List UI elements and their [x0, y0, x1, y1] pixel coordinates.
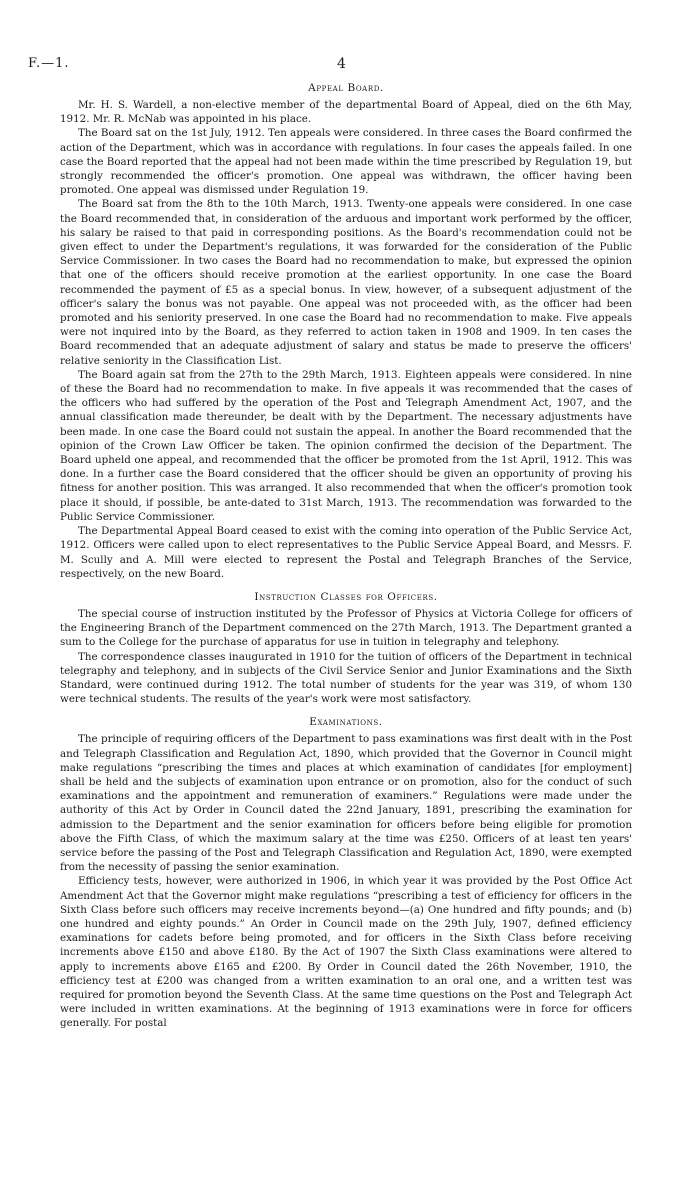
section-heading: Instruction Classes for Officers. [254, 590, 438, 603]
section-heading: Appeal Board. [308, 82, 384, 94]
section-appeal-board [60, 82, 632, 581]
paragraph: The Departmental Appeal Board ceased to exist with the coming into operation of the Public Service Act, 1912. Officers were called upon to elect representatives to the Public Service Appeal Board, and Messrs. F. M. Scully and A. Mill were elected to represent the Postal and Telegraph Branches of the Service, respectively, on the new Board. [60, 525, 632, 580]
paragraph: The special course of instruction instituted by the Professor of Physics at Victoria College for officers of the Engineering Branch of the Department commenced on the 27th March, 1913. The Department granted a sum to the College for the purchase of apparatus for use in tuition in telegraphy and telephony. [60, 607, 632, 649]
document-reference: F.—1. [28, 56, 70, 71]
section-examinations [60, 716, 632, 1030]
paragraph: Efficiency tests, however, were authorized in 1906, in which year it was provided by the Post Office Act Amendment Act that the Governor might make regulations “prescribing a test of efficiency for officers in the Sixth Class before such officers may receive increments beyond—(a) One hundred and fifty pounds; and (b) one hundred and eighty pounds.” An Order in Council made on the 29th July, 1907, defined efficiency examinations for cadets before being promoted, and for officers in the Sixth Class before receiving increments above £150 and above £180. By the Act of 1907 the Sixth Class examinations were altered to apply to increments above £165 and £200. By Order in Council dated the 26th November, 1910, the efficiency test at £200 was changed from a written examination to an oral one, and a written test was required for promotion beyond the Seventh Class. At the same time questions on the Post and Telegraph Act were included in written examinations. At the beginning of 1913 examinations were in force for officers generally. For postal [60, 875, 632, 1030]
page-body [60, 82, 632, 1031]
section-spacer [60, 706, 632, 716]
paragraph: The principle of requiring officers of the Department to pass examinations was first dealt with in the Post and Telegraph Classification and Regulation Act, 1890, which provided that the Governor in Council might make regulations “prescribing the times and places at which examination of candidates [for employment] shall be held and the subjects of examination upon entrance or on promotion, also for the conduct of such examinations and the appointment and remuneration of examiners.” Regulations were made under the authority of this Act by Order in Council dated the 22nd January, 1891, prescribing the examination for admission to the Department and the senior examination for officers before being eligible for promotion above the Fifth Class, of which the maximum salary at the time was £250. Officers of at least ten years' service before the passing of the Post and Telegraph Classification and Regulation Act, 1890, were exempted from the necessity of passing the senior examination. [60, 733, 632, 874]
section-instruction-classes [60, 591, 632, 706]
paragraph: The correspondence classes inaugurated in 1910 for the tuition of officers of the Department in technical telegraphy and telephony, and in subjects of the Civil Service Senior and Junior Examinations and the Sixth Standard, were continued during 1912. The total number of students for the year was 319, of whom 130 were technical students. The results of the year's work were most satisfactory. [60, 650, 632, 706]
page-number: 4 [337, 56, 346, 72]
paragraph: The Board sat from the 8th to the 10th March, 1913. Twenty-one appeals were considered. In one case the Board recommended that, in consideration of the arduous and important work performed by the officer, his salary be raised to that paid in corresponding positions. As the Board's recommendation could not be given effect to under the Department's regulations, it was forwarded for the consideration of the Public Service Commissioner. In two cases the Board had no recommendation to make, but expressed the opinion that one of the officers should receive promotion at the earliest opportunity. In one case the Board recommended the payment of £5 as a special bonus. In view, however, of a subsequent adjustment of the officer's salary the bonus was not payable. One appeal was not proceeded with, as the officer had been promoted and his seniority preserved. In one case the Board had no recommendation to make. Five appeals were not inquired into by the Board, as they referred to action taken in 1908 and 1909. In ten cases the Board recommended that an adequate adjustment of salary and status be made to preserve the officers' relative seniority in the Classification List. [60, 198, 632, 367]
section-spacer [60, 581, 632, 591]
section-heading: Examinations. [309, 716, 383, 729]
paragraph: The Board again sat from the 27th to the 29th March, 1913. Eighteen appeals were considered. In nine of these the Board had no recommendation to make. In five appeals it was recommended that the cases of the officers who had suffered by the operation of the Post and Telegraph Amendment Act, 1907, and the annual classification made thereunder, be dealt with by the Department. The necessary adjustments have been made. In one case the Board could not sustain the appeal. In another the Board recommended that the opinion of the Crown Law Officer be taken. The opinion confirmed the decision of the Department. The Board upheld one appeal, and recommended that the officer be promoted from the 1st April, 1912. This was done. In a further case the Board considered that the officer should be given an opportunity of proving his fitness for another position. This was arranged. It also recommended that when the officer's promotion took place it should, if possible, be ante-dated to 31st March, 1913. The recommendation was forwarded to the Public Service Commissioner. [60, 368, 632, 523]
paragraph: Mr. H. S. Wardell, a non-elective member of the departmental Board of Appeal, died on the 6th May, 1912. Mr. R. McNab was appointed in his place. [60, 99, 632, 126]
paragraph: The Board sat on the 1st July, 1912. Ten appeals were considered. In three cases the Board confirmed the action of the Department, which was in accordance with regulations. In four cases the appeals failed. In one case the Board reported that the appeal had not been made within the time prescribed by Regulation 19, but strongly recommended the officer's promotion. One appeal was withdrawn, the officer having been promoted. One appeal was dismissed under Regulation 19. [60, 127, 632, 197]
